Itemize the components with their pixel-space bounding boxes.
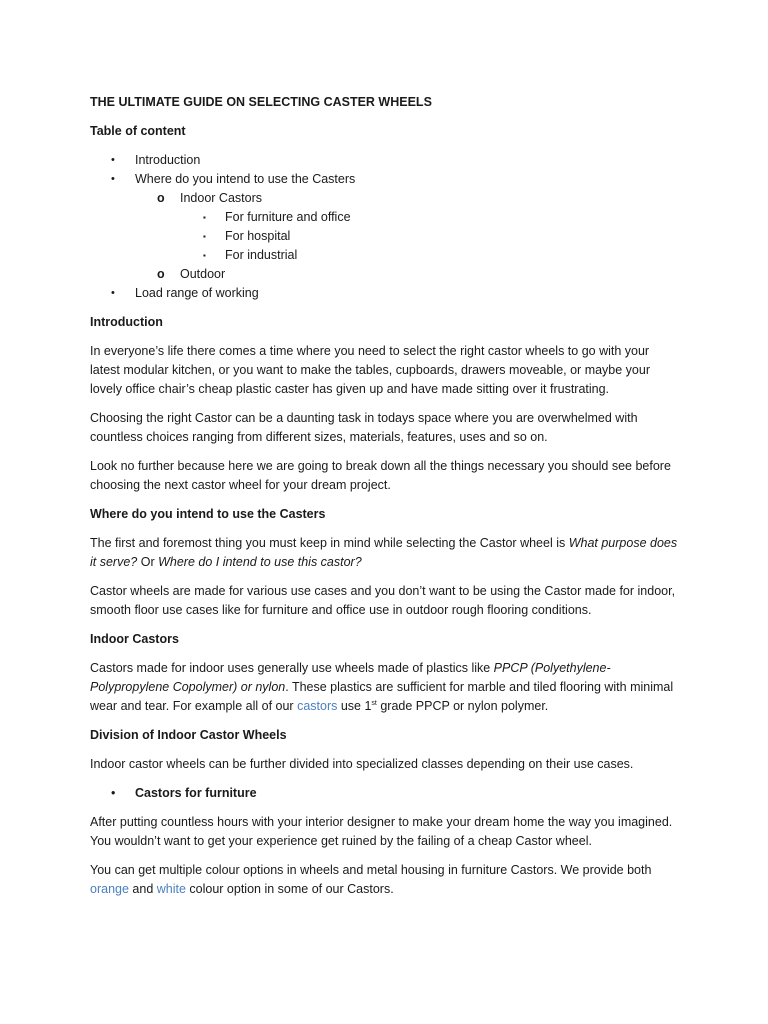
table-of-contents bbox=[90, 151, 680, 303]
bullet-marker: • bbox=[111, 287, 115, 299]
castors-link[interactable]: castors bbox=[297, 699, 338, 713]
furniture-heading: • Castors for furniture bbox=[90, 784, 680, 803]
division-heading: Division of Indoor Castor Wheels bbox=[90, 728, 287, 742]
bullet-marker: • bbox=[111, 786, 116, 800]
bullet-marker: ▪ bbox=[203, 213, 206, 222]
toc-item bbox=[90, 284, 680, 303]
bullet-marker: o bbox=[157, 267, 165, 281]
bullet-marker: • bbox=[111, 154, 115, 166]
bullet-marker: ▪ bbox=[203, 232, 206, 241]
bullet-marker: ▪ bbox=[203, 251, 206, 260]
toc-item-label: For hospital bbox=[225, 229, 291, 243]
toc-item-label: For industrial bbox=[225, 248, 298, 262]
bullet-marker: o bbox=[157, 191, 165, 205]
indoor-heading: Indoor Castors bbox=[90, 632, 179, 646]
intro-paragraph-3: Look no further because here we are going to break down all the things necessary you should see before choosing the next castor wheel for your dream project. bbox=[90, 459, 671, 492]
furniture-paragraph-1: After putting countless hours with your interior designer to make your dream home the way you imagined. You wouldn’t want to get your experience get ruined by the failing of a cheap Castor wheel. bbox=[90, 815, 673, 848]
toc-heading: Table of content bbox=[90, 124, 186, 138]
toc-item bbox=[90, 151, 680, 170]
toc-item bbox=[90, 208, 680, 227]
white-link[interactable]: white bbox=[156, 882, 186, 896]
toc-item-label: Indoor Castors bbox=[180, 191, 262, 205]
toc-item-label: For furniture and office bbox=[225, 210, 351, 224]
toc-item bbox=[90, 170, 680, 189]
furniture-paragraph-2: You can get multiple colour options in wheels and metal housing in furniture Castors. We provide both orange and white colour option in some of our Castors. bbox=[90, 863, 652, 896]
toc-item bbox=[90, 189, 680, 208]
toc-item bbox=[90, 265, 680, 284]
intro-paragraph-2: Choosing the right Castor can be a daunting task in todays space where you are overwhelmed with countless choices ranging from different sizes, materials, features, uses and so on. bbox=[90, 411, 638, 444]
toc-item bbox=[90, 227, 680, 246]
where-paragraph-2: Castor wheels are made for various use cases and you don’t want to be using the Castor made for indoor, smooth floor use cases like for furniture and office use in outdoor rough flooring conditions. bbox=[90, 584, 676, 617]
indoor-paragraph-1: Castors made for indoor uses generally use wheels made of plastics like PPCP (Polyethylene-Polypropylene Copolymer) or nylon. These plastics are sufficient for marble and tiled flooring with minimal wear and tear. For example all of our castors use 1st grade PPCP or nylon polymer. bbox=[90, 661, 674, 713]
toc-item-label: Introduction bbox=[135, 153, 201, 167]
where-heading: Where do you intend to use the Casters bbox=[90, 507, 326, 521]
toc-item-label: Outdoor bbox=[180, 267, 226, 281]
toc-item-label: Where do you intend to use the Casters bbox=[135, 172, 356, 186]
toc-item bbox=[90, 246, 680, 265]
intro-heading: Introduction bbox=[90, 315, 163, 329]
toc-item-label: Load range of working bbox=[135, 286, 259, 300]
intro-paragraph-1: In everyone’s life there comes a time where you need to select the right castor wheels to go with your latest modular kitchen, or you want to make the tables, cupboards, drawers moveable, or maybe your lovely office chair’s cheap plastic caster has given up and have made sitting over it frustrating. bbox=[90, 344, 651, 396]
document-title: THE ULTIMATE GUIDE ON SELECTING CASTER WHEELS bbox=[90, 95, 432, 109]
bullet-marker: • bbox=[111, 173, 115, 185]
division-paragraph-1: Indoor castor wheels can be further divided into specialized classes depending on their use cases. bbox=[90, 757, 634, 771]
orange-link[interactable]: orange bbox=[90, 882, 129, 896]
where-paragraph-1: The first and foremost thing you must keep in mind while selecting the Castor wheel is What purpose does it serve? Or Where do I intend to use this castor? bbox=[90, 536, 678, 569]
document-body bbox=[90, 93, 680, 909]
